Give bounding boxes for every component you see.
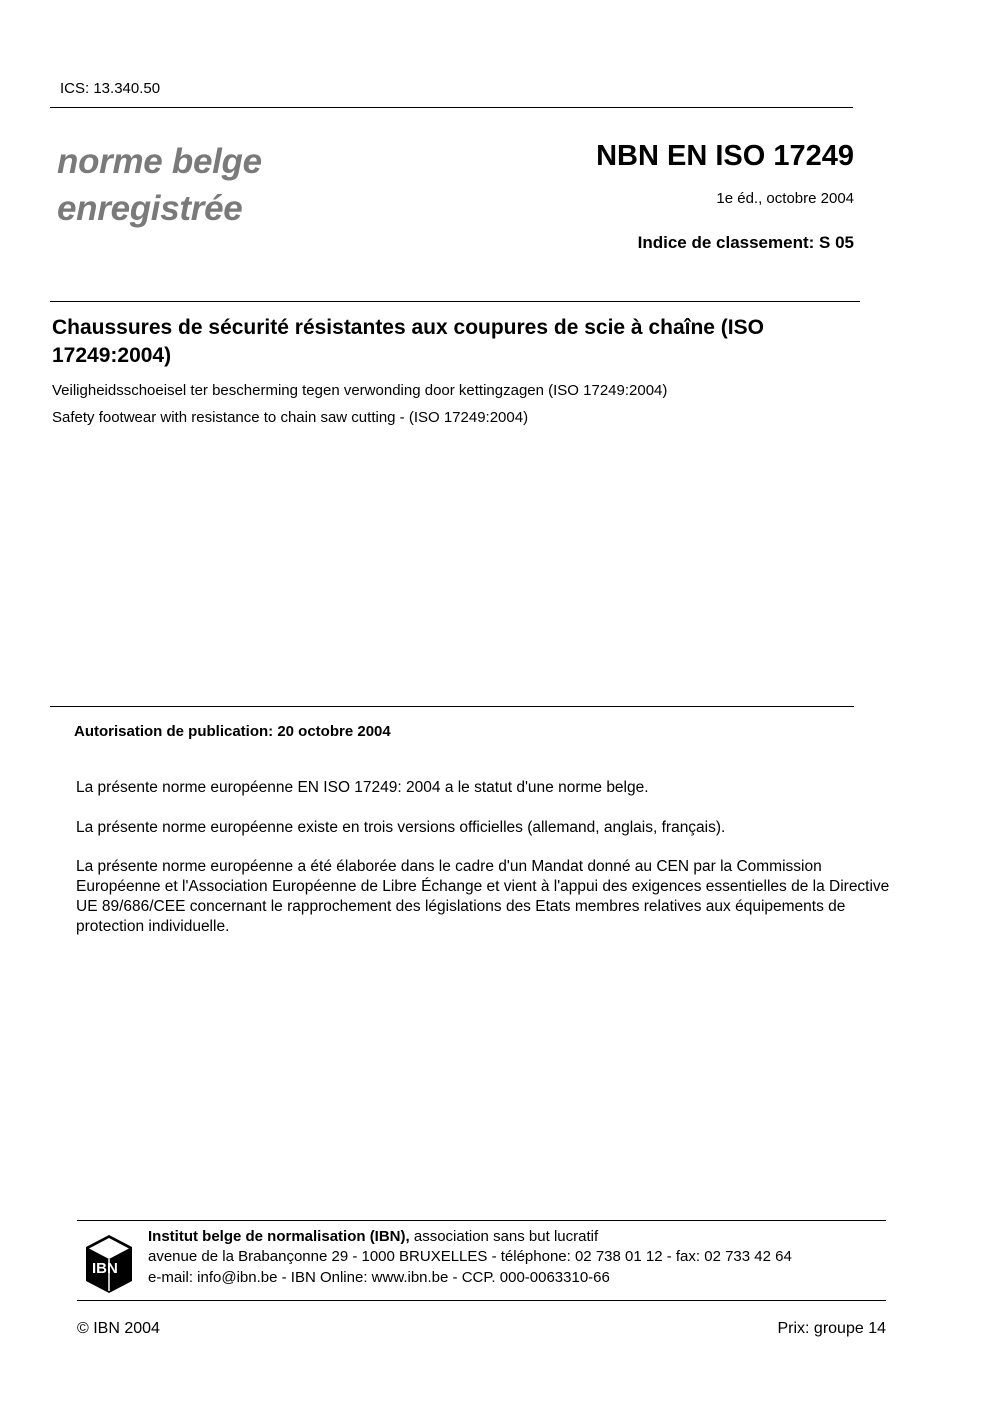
header-rule <box>50 107 853 108</box>
publication-authorization: Autorisation de publication: 20 octobre 2004 <box>74 723 391 740</box>
institute-line <box>148 1228 598 1245</box>
edition-date: 1e éd., octobre 2004 <box>716 190 854 207</box>
ibn-logo <box>84 1233 134 1295</box>
title-english: Safety footwear with resistance to chain saw cutting - (ISO 17249:2004) <box>52 409 529 426</box>
title-dutch: Veiligheidsschoeisel ter bescherming tegen verwonding door kettingzagen (ISO 17249:2004) <box>52 382 668 399</box>
institute-name: Institut belge de normalisation (IBN), <box>148 1228 410 1245</box>
institute-contact: e-mail: info@ibn.be - IBN Online: www.ibn.be - CCP. 000-0063310-66 <box>148 1269 610 1286</box>
logo-text: IBN <box>92 1260 118 1277</box>
paragraph-mandate: La présente norme européenne a été élaborée dans le cadre d'un Mandat donné au CEN par la Commission Européenne et l'Association Européenne de Libre Échange et vient à l'appui des exigences essentielles de la Directive UE 89/686/CEE concernant le rapprochement des législations des Etats membres relatives aux équipements de protection individuelle. <box>76 858 890 935</box>
title-french: Chaussures de sécurité résistantes aux coupures de scie à chaîne (ISO 17249:2004) <box>52 316 764 367</box>
institute-address: avenue de la Brabançonne 29 - 1000 BRUXELLES - téléphone: 02 738 01 12 - fax: 02 733 42 64 <box>148 1248 792 1265</box>
brand-line-1: norme belge <box>57 142 262 181</box>
footer-rule-top <box>77 1220 886 1221</box>
institute-description: association sans but lucratif <box>413 1228 599 1245</box>
copyright: © IBN 2004 <box>77 1320 160 1337</box>
standard-number: NBN EN ISO 17249 <box>596 140 854 172</box>
body-rule <box>50 706 854 707</box>
footer-rule-bottom <box>77 1300 886 1301</box>
paragraph-status: La présente norme européenne EN ISO 17249: 2004 a le statut d'une norme belge. <box>76 779 649 796</box>
brand-line-2: enregistrée <box>57 189 243 228</box>
ics-code: ICS: 13.340.50 <box>60 80 161 97</box>
price-group: Prix: groupe 14 <box>777 1320 886 1337</box>
paragraph-versions: La présente norme européenne existe en trois versions officielles (allemand, anglais, français). <box>76 819 726 836</box>
classification-index: Indice de classement: S 05 <box>637 233 854 252</box>
title-rule <box>50 301 860 302</box>
